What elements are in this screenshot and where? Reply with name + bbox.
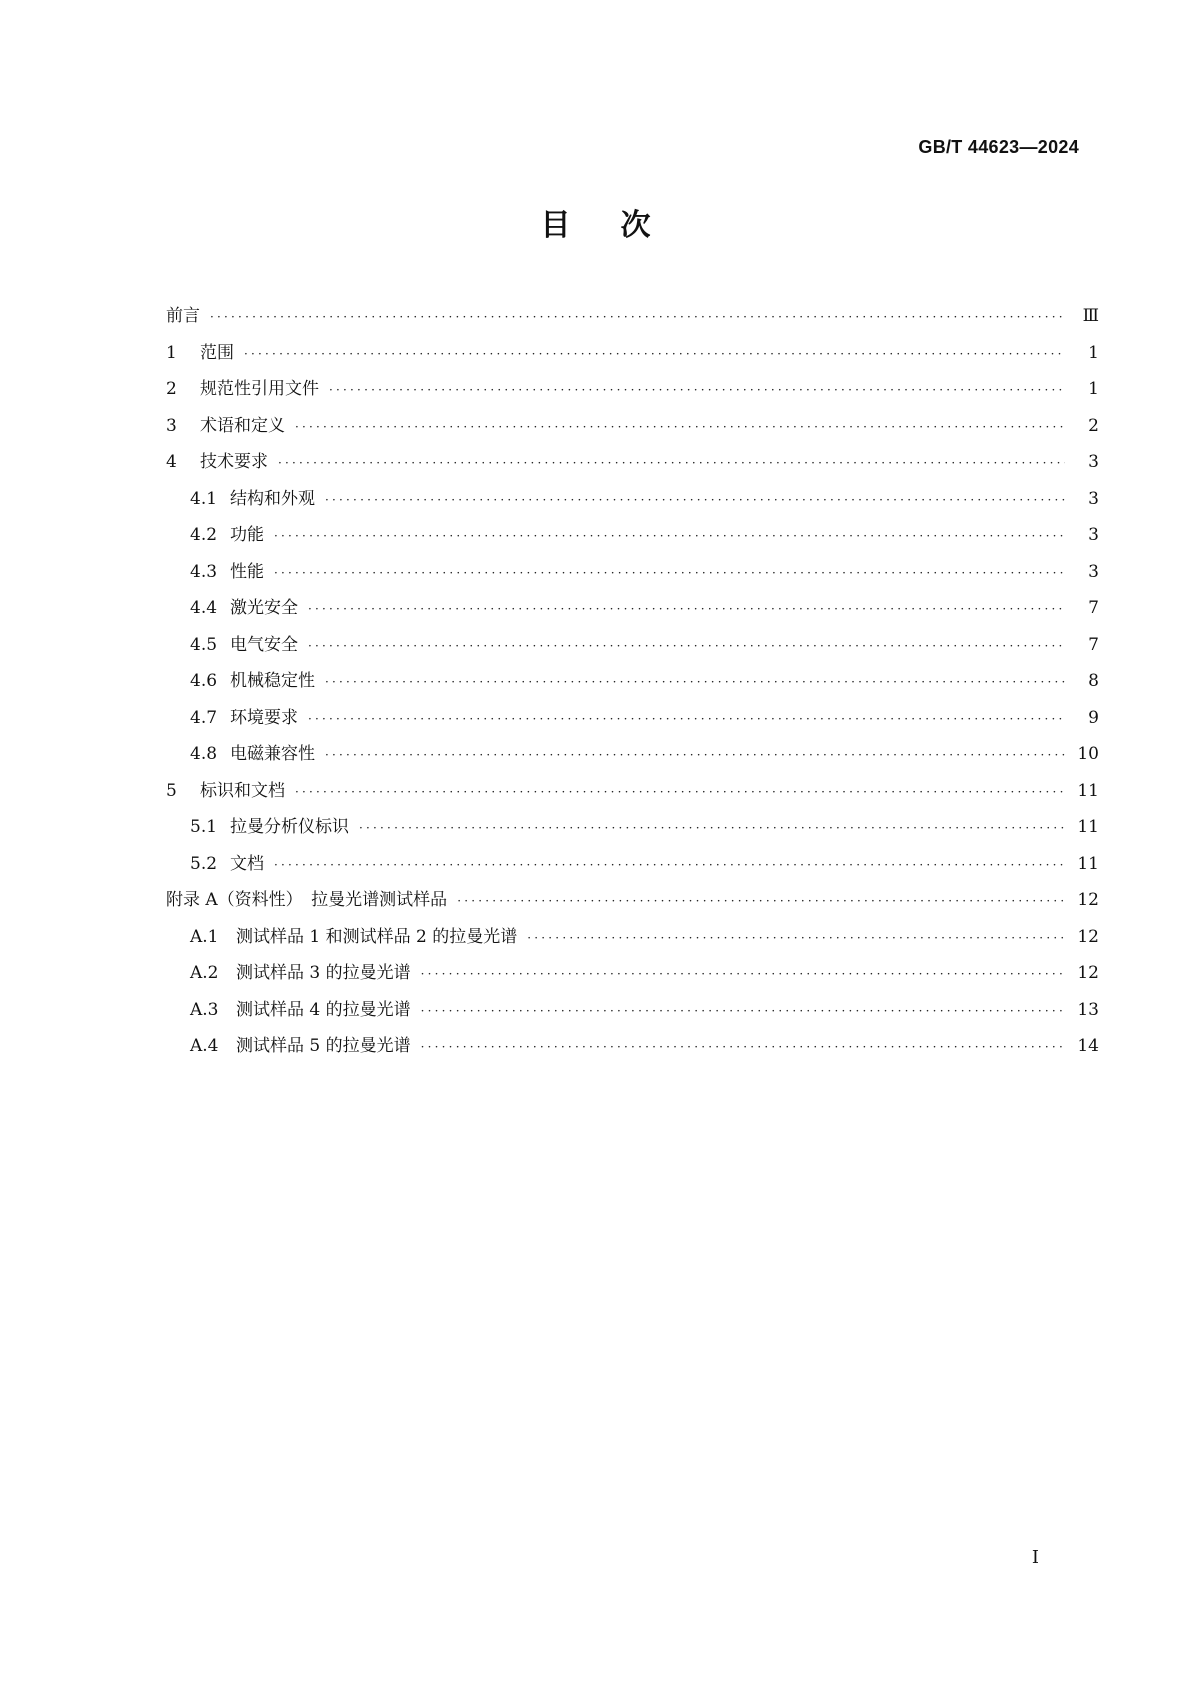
toc-subentry[interactable] [166, 995, 1099, 1032]
toc-entry-label: 文档 [230, 853, 264, 874]
toc-entry-page: 12 [1077, 926, 1099, 947]
toc-entry-page: 7 [1088, 598, 1099, 618]
toc-subentry[interactable] [166, 1031, 1099, 1068]
toc-entry-number: 4.5 [190, 634, 218, 655]
toc-entry-label: 标识和文档 [200, 780, 285, 801]
toc-entry-label: 电磁兼容性 [230, 744, 315, 764]
toc-entry[interactable] [166, 338, 1099, 375]
toc-entry-label: 拉曼分析仪标识 [230, 817, 349, 837]
toc-entry-label: 电气安全 [230, 634, 298, 655]
toc-subentry[interactable] [166, 739, 1099, 776]
toc-entry-label: 规范性引用文件 [200, 379, 319, 399]
toc-entry-page: 11 [1077, 853, 1099, 874]
toc-entry-page: 1 [1088, 342, 1099, 363]
toc-entry-page: 1 [1088, 379, 1099, 399]
toc-entry-page: 11 [1077, 817, 1099, 837]
toc-entry-label: 性能 [230, 561, 264, 582]
toc-entry-page: 3 [1088, 488, 1099, 509]
dot-leader [295, 420, 1065, 434]
dot-leader [325, 675, 1065, 689]
toc-entry-number: 5.1 [190, 817, 218, 837]
toc-entry-foreword[interactable] [166, 301, 1099, 338]
toc-entry-label: 结构和外观 [230, 488, 315, 509]
toc-entry-number: A.2 [190, 963, 219, 983]
toc-entry-number: A.4 [190, 1036, 219, 1056]
toc-subentry[interactable] [166, 703, 1099, 740]
toc-subentry[interactable] [166, 666, 1099, 703]
toc-entry-label: 附录 A（资料性） 拉曼光谱测试样品 [166, 890, 448, 910]
toc-entry-number: 5 [166, 780, 177, 801]
table-of-contents [166, 301, 1099, 1068]
toc-entry-page: 12 [1077, 963, 1099, 983]
page-number: I [1031, 1547, 1039, 1568]
dot-leader [244, 347, 1065, 361]
dot-leader [421, 1004, 1065, 1018]
dot-leader [278, 456, 1065, 470]
toc-entry-page: 3 [1088, 452, 1099, 472]
toc-entry-number: 1 [166, 342, 177, 363]
toc-entry-page: 14 [1077, 1036, 1099, 1056]
dot-leader [274, 566, 1065, 580]
toc-entry-number: 4.1 [190, 488, 218, 509]
toc-entry-page: 8 [1088, 671, 1099, 691]
dot-leader [295, 785, 1065, 799]
toc-entry[interactable] [166, 776, 1099, 813]
toc-entry-label: 测试样品 3 的拉曼光谱 [236, 963, 411, 983]
toc-entry-page: 11 [1077, 780, 1099, 801]
toc-entry[interactable] [166, 411, 1099, 448]
toc-entry-label: 功能 [230, 525, 264, 545]
dot-leader [325, 748, 1065, 762]
toc-entry-number: 4.2 [190, 525, 218, 545]
toc-entry-label: 测试样品 5 的拉曼光谱 [236, 1036, 411, 1056]
toc-entry-number: 4.6 [190, 671, 218, 691]
toc-entry-annex[interactable] [166, 885, 1099, 922]
toc-subentry[interactable] [166, 630, 1099, 667]
toc-entry-label: 测试样品 4 的拉曼光谱 [236, 999, 411, 1020]
toc-entry-number: 4.8 [190, 744, 218, 764]
toc-entry-label: 范围 [200, 342, 234, 363]
toc-entry-number: 5.2 [190, 853, 218, 874]
page-title: 目次 [540, 208, 701, 243]
toc-subentry[interactable] [166, 593, 1099, 630]
toc-subentry[interactable] [166, 922, 1099, 959]
toc-entry-label: 机械稳定性 [230, 671, 315, 691]
toc-subentry[interactable] [166, 849, 1099, 886]
toc-entry-label: 术语和定义 [200, 415, 285, 436]
toc-entry-page: 9 [1088, 707, 1099, 728]
toc-entry-label: 测试样品 1 和测试样品 2 的拉曼光谱 [236, 926, 518, 947]
toc-entry-number: 4 [166, 452, 177, 472]
toc-entry-page: 12 [1077, 890, 1099, 910]
toc-entry-number: A.3 [190, 999, 219, 1020]
dot-leader [329, 383, 1065, 397]
dot-leader [210, 310, 1065, 324]
dot-leader [527, 931, 1065, 945]
dot-leader [421, 1040, 1065, 1054]
toc-entry-page: 13 [1077, 999, 1099, 1020]
dot-leader [308, 639, 1065, 653]
toc-entry-number: 3 [166, 415, 177, 436]
toc-entry-label: 前言 [166, 306, 200, 326]
toc-subentry[interactable] [166, 557, 1099, 594]
toc-entry-number: 4.7 [190, 707, 218, 728]
dot-leader [325, 493, 1065, 507]
dot-leader [308, 712, 1065, 726]
toc-subentry[interactable] [166, 484, 1099, 521]
toc-subentry[interactable] [166, 812, 1099, 849]
dot-leader [308, 602, 1065, 616]
toc-entry-label: 环境要求 [230, 707, 298, 728]
toc-entry-number: 4.4 [190, 598, 218, 618]
toc-subentry[interactable] [166, 520, 1099, 557]
toc-entry-page: 3 [1088, 525, 1099, 545]
toc-entry-number: 2 [166, 379, 177, 399]
toc-entry-page: 3 [1088, 561, 1099, 582]
dot-leader [274, 858, 1065, 872]
toc-entry-number: A.1 [190, 926, 219, 947]
toc-entry-label: 技术要求 [200, 452, 268, 472]
toc-subentry[interactable] [166, 958, 1099, 995]
toc-entry-page: 2 [1088, 415, 1099, 436]
dot-leader [274, 529, 1065, 543]
toc-entry-page: 7 [1088, 634, 1099, 655]
toc-entry-page: Ⅲ [1082, 306, 1099, 326]
dot-leader [457, 894, 1065, 908]
dot-leader [359, 821, 1065, 835]
toc-entry-label: 激光安全 [230, 598, 298, 618]
toc-entry-page: 10 [1077, 744, 1099, 764]
dot-leader [421, 967, 1065, 981]
toc-entry[interactable] [166, 447, 1099, 484]
toc-entry-number: 4.3 [190, 561, 218, 582]
document-code: GB/T 44623—2024 [918, 137, 1079, 157]
toc-entry[interactable] [166, 374, 1099, 411]
